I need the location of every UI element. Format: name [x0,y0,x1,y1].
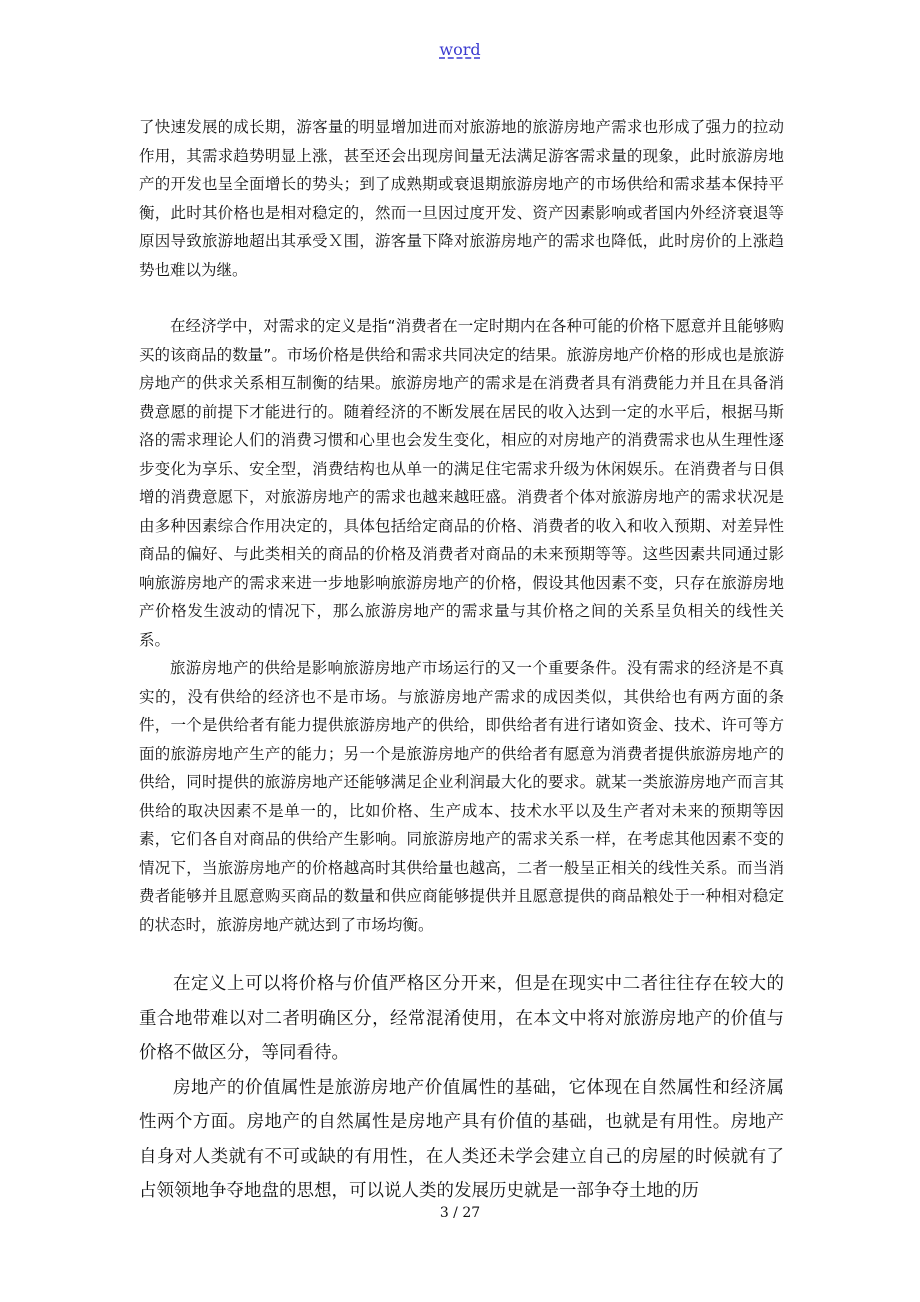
paragraph-gap [139,939,784,967]
paragraph-3: 旅游房地产的供给是影响旅游房地产市场运行的又一个重要条件。没有需求的经济是不真实的，没有供给的经济也不是市场。与旅游房地产需求的成因类似，其供给也有两方面的条件，一个是供给者有能力提供旅游房地产的供给，即供给者有进行诸如资金、技术、许可等方面的旅游房地产生产的能力；另一个是旅游房地产的供给者有愿意为消费者提供旅游房地产的供给，同时提供的旅游房地产还能够满足企业利润最大化的要求。就某一类旅游房地产而言其供给的取决因素不是单一的，比如价格、生产成本、技术水平以及生产者对未来的预期等因素，它们各自对商品的供给产生影响。同旅游房地产的需求关系一样，在考虑其他因素不变的情况下，当旅游房地产的价格越高时其供给量也越高，二者一般呈正相关的线性关系。而当消费者能够并且愿意购买商品的数量和供应商能够提供并且愿意提供的商品粮处于一种相对稳定的状态时，旅游房地产就达到了市场均衡。 [139,659,784,934]
paragraph-gap [139,284,784,312]
paragraph-5: 房地产的价值属性是旅游房地产价值属性的基础，它体现在自然属性和经济属性两个方面。房地产的自然属性是房地产具有价值的基础，也就是有用性。房地产自身对人类就有不可或缺的有用性，在人类还未学会建立自己的房屋的时候就有了占领领地争夺地盘的思想，可以说人类的发展历史就是一部争夺土地的历 [139,1077,784,1201]
paragraph-4: 在定义上可以将价格与价值严格区分开来，但是在现实中二者往往存在较大的重合地带难以对二者明确区分，经常混淆使用，在本文中将对旅游房地产的价值与价格不做区分，等同看待。 [139,974,784,1063]
header-word-link[interactable]: word [439,40,481,59]
paragraph-2: 在经济学中，对需求的定义是指“消费者在一定时期内在各种可能的价格下愿意并且能够购买的该商品的数量”。市场价格是供给和需求共同决定的结果。旅游房地产价格的形成也是旅游房地产的供求关系相互制衡的结果。旅游房地产的需求是在消费者具有消费能力并且在具备消费意愿的前提下才能进行的。随着经济的不断发展在居民的收入达到一定的水平后，根据马斯洛的需求理论人们的消费习惯和心里也会发生变化，相应的对房地产的消费需求也从生理性逐步变化为享乐、安全型，消费结构也从单一的满足住宅需求升级为休闲娱乐。在消费者与日俱增的消费意愿下，对旅游房地产的需求也越来越旺盛。消费者个体对旅游房地产的需求状况是由多种因素综合作用决定的，具体包括给定商品的价格、消费者的收入和收入预期、对差异性商品的偏好、与此类相关的商品的价格及消费者对商品的未来预期等等。这些因素共同通过影响旅游房地产的需求来进一步地影响旅游房地产的价格，假设其他因素不变，只存在旅游房地产价格发生波动的情况下，那么旅游房地产的需求量与其价格之间的关系呈负相关的线性关系。 [139,317,784,649]
paragraph-1: 了快速发展的成长期，游客量的明显增加进而对旅游地的旅游房地产需求也形成了强力的拉动作用，其需求趋势明显上涨，甚至还会出现房间量无法满足游客需求量的现象，此时旅游房地产的开发也呈全面增长的势头；到了成熟期或衰退期旅游房地产的市场供给和需求基本保持平衡，此时其价格也是相对稳定的，然而一旦因过度开发、资产因素影响或者国内外经济衰退等原因导致旅游地超出其承受Ｘ围，游客量下降对旅游房地产的需求也降低，此时房价的上涨趋势也难以为继。 [139,118,784,279]
page-number: 3 / 27 [439,1205,481,1221]
document-body [139,113,784,1209]
